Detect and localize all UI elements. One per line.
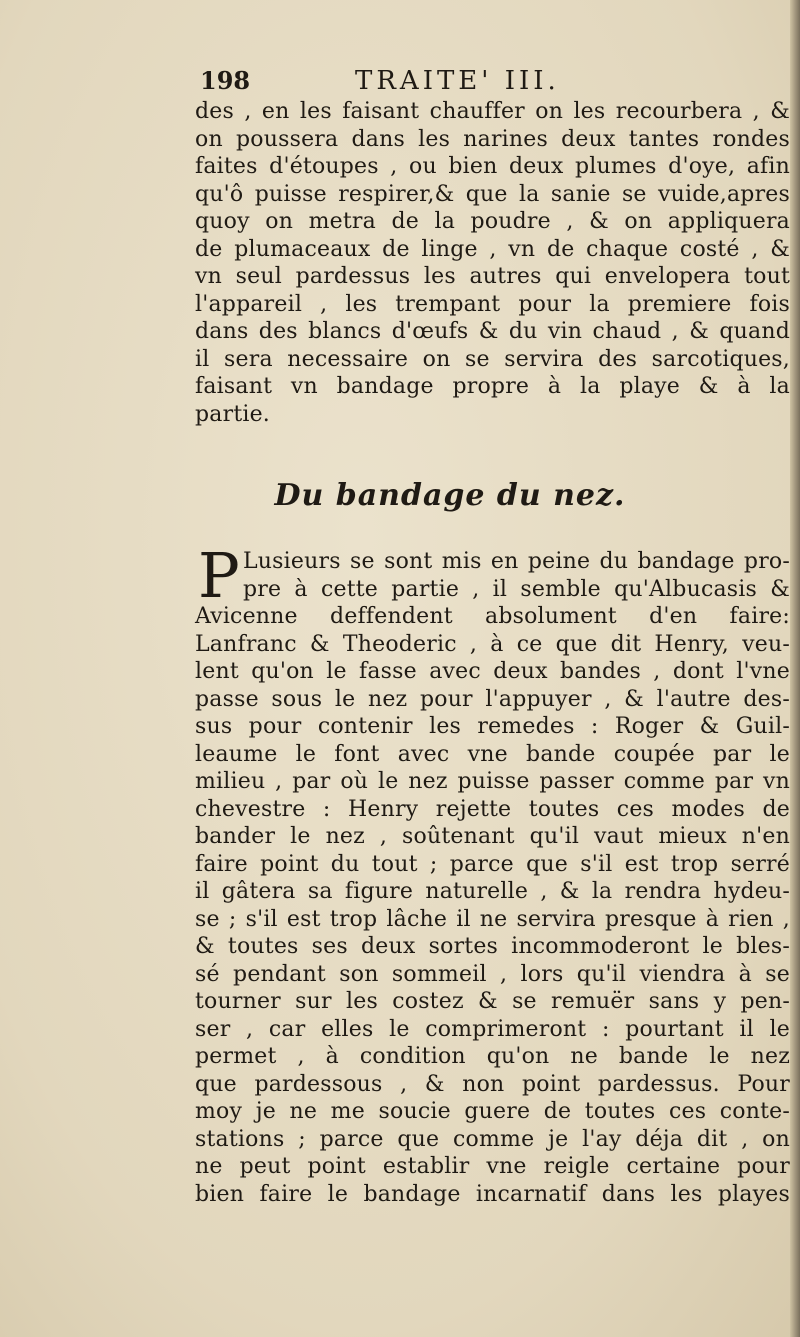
text-line: ser , car elles le comprimeront : pourtant il le [195,1016,790,1042]
drop-cap: P [198,539,240,612]
text-line: Lanfranc & Theoderic , à ce que dit Henry, veu- [195,631,790,657]
paragraph-2 [195,539,790,1208]
section-title: Du bandage du nez. [274,478,626,513]
text-line: sé pendant son sommeil , lors qu'il viendra à se [195,961,790,987]
text-line: il gâtera sa figure naturelle , & la rendra hydeu- [195,879,790,904]
text-line: & toutes ses deux sortes incommoderont le bles- [195,934,790,959]
text-line: faire point du tout ; parce que s'il est trop serré [195,851,790,877]
text-line: milieu , par où le nez puisse passer comme par vn [195,769,790,794]
text-line: Lusieurs se sont mis en peine du bandage pro- [243,549,790,574]
text-line: partie. [195,401,271,427]
text-line: bander le nez , soûtenant qu'il vaut mieux n'en [195,824,790,849]
text-line: moy je ne me soucie guere de toutes ces conte- [195,1099,790,1124]
text-line: l'appareil , les trempant pour la premiere fois [195,291,790,317]
text-line: quoy on metra de la poudre , & on appliquera [195,209,790,234]
page-header [200,66,760,100]
text-line: se ; s'il est trop lâche il ne servira presque à rien , [195,906,790,932]
page-number: 198 [200,66,251,95]
text-line: vn seul pardessus les autres qui envelopera tout [195,264,790,289]
text-line: stations ; parce que comme je l'ay déja dit , on [195,1126,790,1152]
text-line: il sera necessaire on se servira des sarcotiques, [195,346,790,372]
text-line: dans des blancs d'œufs & du vin chaud , & quand [195,319,790,344]
text-line: sus pour contenir les remedes : Roger & Guil- [195,714,790,739]
text-line: des , en les faisant chauffer on les recourbera , & [195,99,790,124]
text-line: tourner sur les costez & se remuër sans y pen- [195,989,790,1014]
text-line: faites d'étoupes , ou bien deux plumes d'oye, afin [195,154,790,179]
text-line: pre à cette partie , il semble qu'Albucasis & [243,576,790,602]
text-line: de plumaceaux de linge , vn de chaque costé , & [195,236,790,262]
text-line: qu'ô puisse respirer,& que la sanie se vuide,apres [195,181,790,207]
text-line: bien faire le bandage incarnatif dans les playes [195,1181,790,1207]
running-title: TRAITE' III. [355,66,560,96]
text-line: faisant vn bandage propre à la playe & à la [195,374,790,399]
paragraph-1 [195,98,790,428]
text-line: permet , à condition qu'on ne bande le nez [195,1044,790,1069]
text-line: lent qu'on le fasse avec deux bandes , dont l'vne [195,659,790,684]
text-line: chevestre : Henry rejette toutes ces modes de [195,796,790,822]
page-edge [790,0,800,1337]
text-line: passe sous le nez pour l'appuyer , & l'autre des- [195,686,790,712]
text-line: leaume le font avec vne bande coupée par le [195,741,790,767]
text-line: ne peut point establir vne reigle certaine pour [195,1154,790,1179]
text-line: que pardessous , & non point pardessus. Pour [195,1071,790,1097]
text-line: Avicenne deffendent absolument d'en faire: [195,604,790,629]
text-line: on poussera dans les narines deux tantes rondes [195,126,790,152]
